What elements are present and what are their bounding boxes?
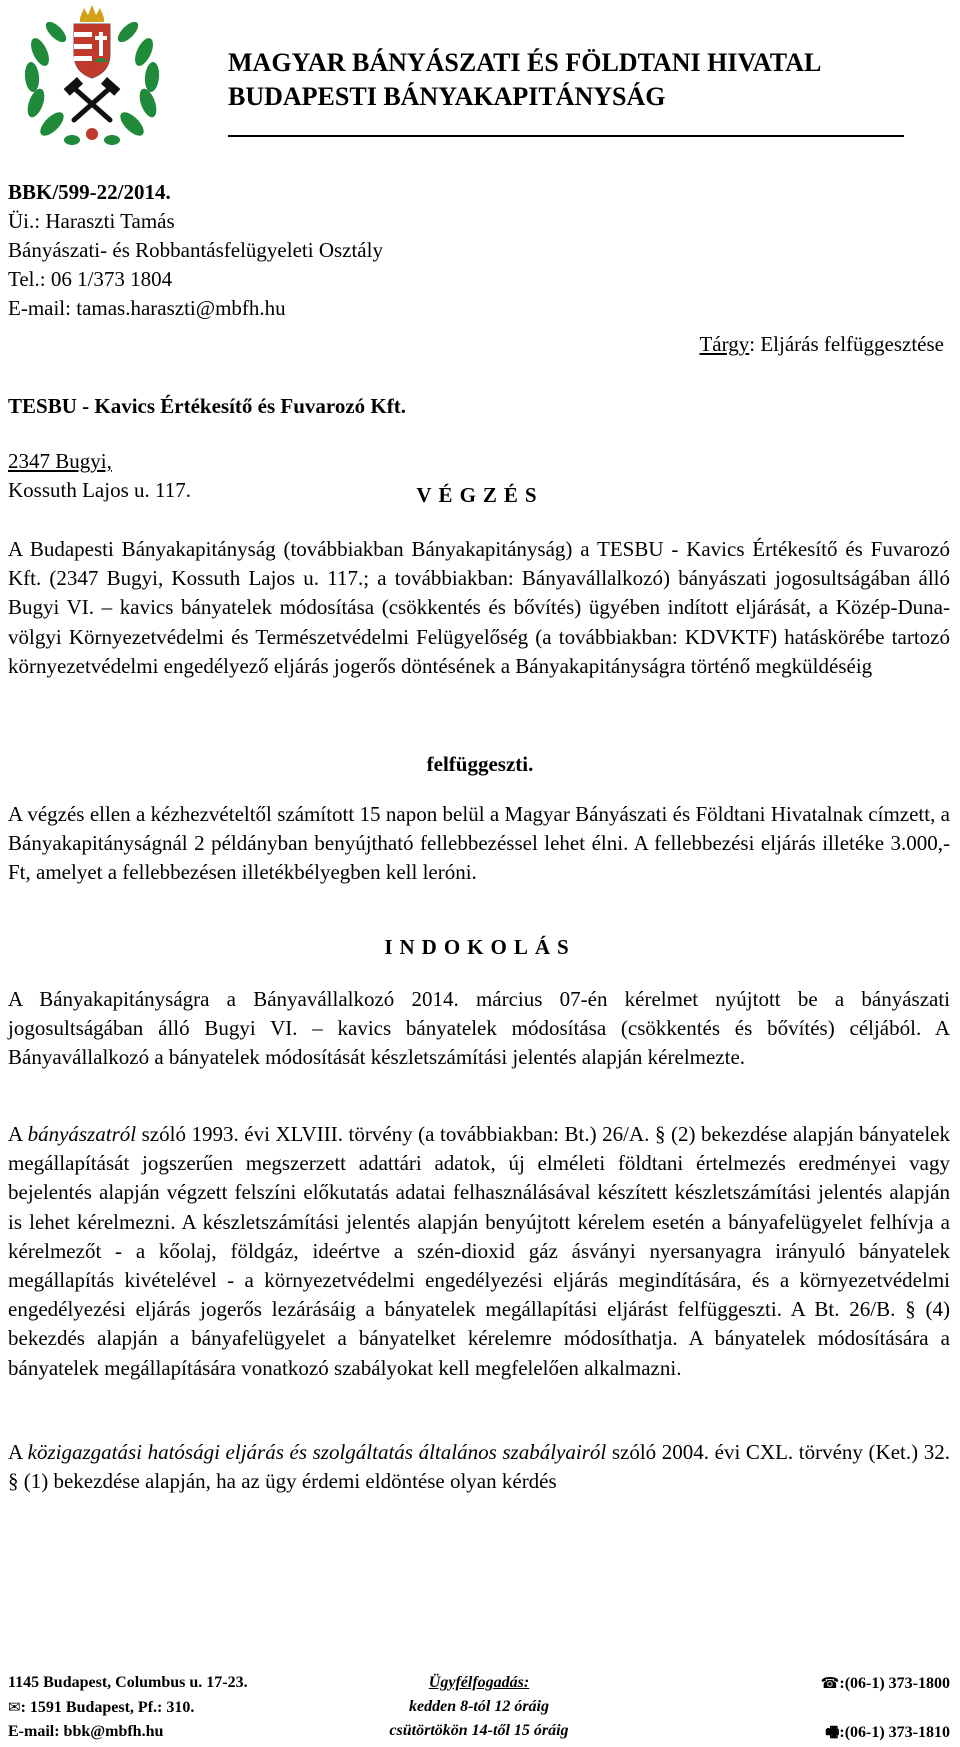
decision-paragraph: A Budapesti Bányakapitányság (továbbiakban Bányakapitányság) a TESBU - Kavics Értékesítő és Fuvarozó Kft. (2347 Bugyi, Kossuth Lajos u. 117.; a továbbiakban: Bányavállalkozó) bányászati jogosultságában álló Bugyi VI. – kavics bányatelek módosítása (csökkentés és bővítés) ügyében indított eljárását, a Közép-Duna-völgyi Környezetvédelmi és Természetvédelmi Felügyelőség (a továbbiakban: KDVKTF) hatáskörébe tartozó környezetvédelmi engedélyező eljárás jogerős döntésének a Bányakapitányságra történő megküldéséig: [8, 537, 950, 678]
telephone: Tel.: 06 1/373 1804: [8, 267, 173, 291]
office-hours-tuesday: kedden 8-tól 12 óráig: [409, 1698, 549, 1715]
footer-address: [8, 1671, 248, 1744]
fax-number: :(06-1) 373-1810: [839, 1724, 950, 1741]
footer-contacts: [821, 1671, 950, 1745]
addressee-city: 2347 Bugyi,: [8, 449, 112, 473]
office-hours-label: Ügyfélfogadás:: [428, 1674, 530, 1691]
telephone-icon: ☎: [820, 1674, 840, 1692]
reference-block: [8, 178, 383, 323]
coat-of-arms-logo: [18, 2, 166, 152]
addressee-name: TESBU - Kavics Értékesítő és Fuvarozó Kft.: [8, 394, 406, 418]
reasoning-paragraph-2: A bányászatról szóló 1993. évi XLVIII. törvény (a továbbiakban: Bt.) 26/A. § (2) bekezdése alapján bányatelek megállapítását jogszerűen megszerzett adattári adatok, új elméleti földtani értelmezés eredményei vagy bejelentés alapján végzett felszíni előkutatás adatai felhasználásával készített készletszámítási jelentés alapján is lehet kérelmezni. A készletszámítási jelentés alapján benyújtott kérelem esetén a bányafelügyelet felhívja a kérelmezőt - a kőolaj, földgáz, ideértve a szén-dioxid gáz ásványi nyersanyagra irányuló bányatelek megállapítás kivételével - a környezetvédelmi engedélyezési eljárás megindítására, és a környezetvédelmi engedélyezési eljárás jogerős lezárásáig a bányatelek megállapítási eljárást felfüggeszti. A Bt. 26/B. § (4) bekezdés alapján a bányafelügyelet a bányatelket kérelemre módosíthatja. A bányatelek módosítására a bányatelek megállapítására vonatkozó szabályokat kell megfelelően alkalmazni.: [8, 1122, 950, 1380]
subject-label: Tárgy: [699, 332, 750, 356]
reference-number: BBK/599-22/2014.: [8, 180, 171, 204]
envelope-icon: ✉: [8, 1698, 21, 1716]
header-divider: [228, 135, 904, 137]
reasoning-heading: INDOKOLÁS: [384, 935, 576, 959]
subject-value: : Eljárás felfüggesztése: [749, 332, 944, 356]
law-title: bányászatról: [27, 1122, 137, 1146]
po-box: : 1591 Budapest, Pf.: 310.: [20, 1699, 195, 1716]
decision-heading: VÉGZÉS: [416, 483, 544, 507]
phone-number: :(06-1) 373-1800: [839, 1675, 950, 1692]
office-name: BUDAPESTI BÁNYAKAPITÁNYSÁG: [228, 82, 666, 111]
institution-name: MAGYAR BÁNYÁSZATI ÉS FÖLDTANI HIVATAL: [228, 48, 822, 77]
institution-header: [228, 46, 928, 114]
department: Bányászati- és Robbantásfelügyeleti Osztály: [8, 238, 383, 262]
subject-line: [699, 330, 944, 359]
footer-email: E-mail: bbk@mbfh.hu: [8, 1723, 164, 1740]
reasoning-paragraph-3: A közigazgatási hatósági eljárás és szolgáltatás általános szabályairól szóló 2004. évi CXL. törvény (Ket.) 32. § (1) bekezdése alapján, ha az ügy érdemi eldöntése olyan kérdés: [8, 1440, 950, 1494]
decision-verb: felfüggeszti.: [426, 752, 534, 776]
fax-icon: 🖷: [825, 1723, 840, 1741]
email: E-mail: tamas.haraszti@mbfh.hu: [8, 296, 286, 320]
office-hours-thursday: csütörtökön 14-től 15 óráig: [389, 1722, 569, 1739]
case-handler: Üi.: Haraszti Tamás: [8, 209, 175, 233]
appeal-paragraph: A végzés ellen a kézhezvételtől számított 15 napon belül a Magyar Bányászati és Földtani Hivatalnak címzett, a Bányakapitányságnál 2 példányban benyújtható fellebbezéssel lehet élni. A fellebbezési eljárás illetéke 3.000,- Ft, amelyet a fellebbezésen illetékbélyegben kell leróni.: [8, 802, 950, 885]
street-address: 1145 Budapest, Columbus u. 17-23.: [8, 1674, 248, 1691]
reasoning-paragraph-1: A Bányakapitányságra a Bányavállalkozó 2014. március 07-én kérelmet nyújtott be a bányászati jogosultságában álló Bugyi VI. – kavics bányatelek módosítása (csökkentés és bővítés) céljából. A Bányavállalkozó a bányatelek módosítását készletszámítási jelentés alapján kérelmezte.: [8, 987, 950, 1070]
addressee-street: Kossuth Lajos u. 117.: [8, 478, 191, 502]
law-title: közigazgatási hatósági eljárás és szolgáltatás általános szabályairól: [27, 1440, 607, 1464]
